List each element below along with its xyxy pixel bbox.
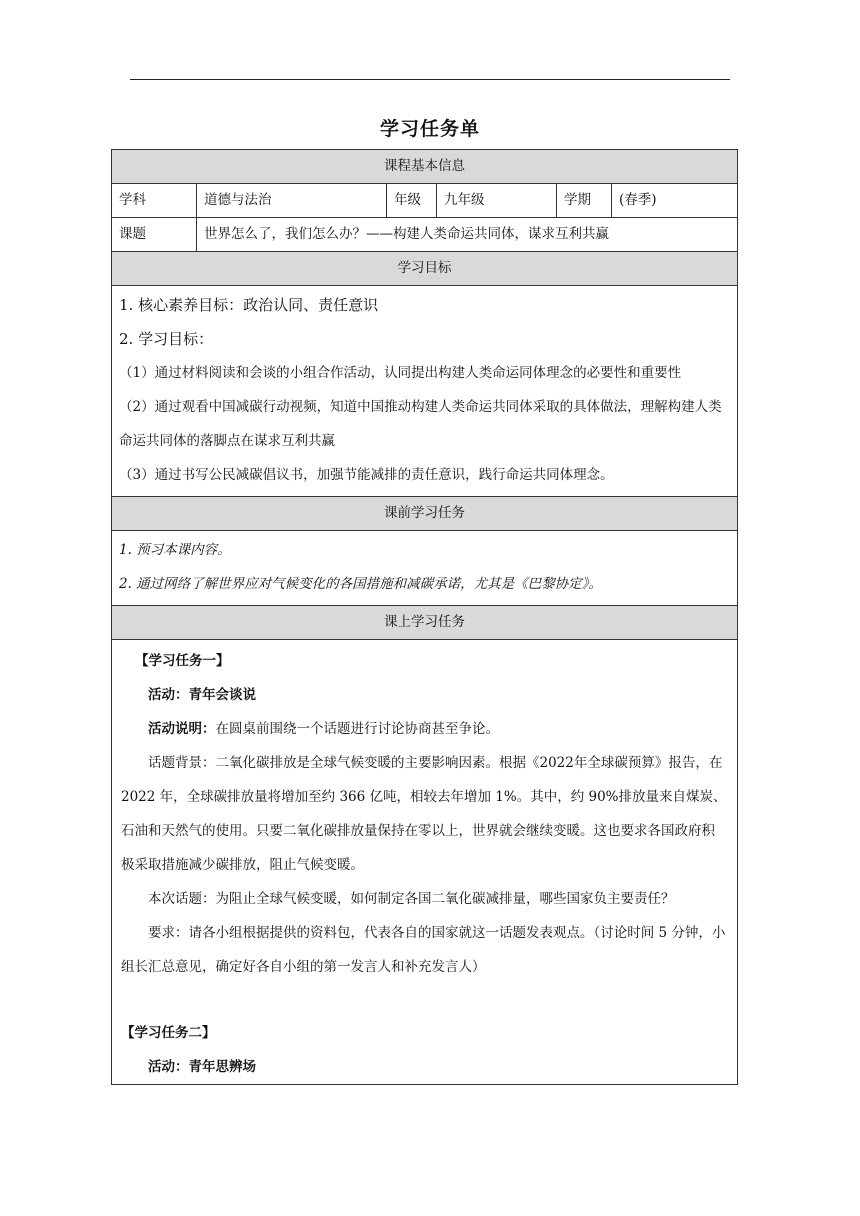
topic-row: [112, 218, 738, 252]
task1-requirement: 要求：请各小组根据提供的资料包，代表各自的国家就这一话题发表观点。（讨论时间 5 分钟，小组长汇总意见，确定好各自小组的第一发言人和补充发言人）: [121, 925, 726, 975]
section-preclass: 课前学习任务: [112, 497, 738, 531]
subject-row: [112, 184, 738, 218]
task2-activity: 活动：青年思辨场: [148, 1059, 256, 1075]
spacer: [121, 984, 728, 1016]
section-objectives: 学习目标: [112, 252, 738, 286]
grade-label: 年级: [387, 184, 437, 218]
subject-value: 道德与法治: [197, 184, 387, 218]
objective-item-2: （2）通过观看中国减碳行动视频，知道中国推动构建人类命运共同体采取的具体做法，理解构建人类命运共同体的落脚点在谋求互利共赢: [119, 399, 722, 449]
preclass-block: [112, 531, 738, 606]
objectives-block: [112, 286, 738, 497]
objective-core: 1. 核心素养目标：政治认同、责任意识: [119, 296, 379, 314]
task2-heading: 【学习任务二】: [121, 1025, 216, 1041]
subject-label: 学科: [112, 184, 197, 218]
preclass-item-1: 1. 预习本课内容。: [119, 542, 231, 558]
task1-description-text: 在圆桌前围绕一个话题进行讨论协商甚至争论。: [215, 721, 499, 737]
task1-background: 话题背景：二氧化碳排放是全球气候变暖的主要影响因素。根据《2022年全球碳预算》报告，在 2022 年，全球碳排放量将增加至约 366 亿吨，相较去年增加 1%。其中，约 90%排放量来自煤炭、石油和天然气的使用。只要二氧化碳排放量保持在零以上，世界就会继续变暖。这也要求各国政府积极采取措施减少碳排放，阻止气候变暖。: [121, 755, 727, 873]
term-label: 学期: [557, 184, 612, 218]
topic-label: 课题: [112, 218, 197, 252]
task1-activity: 活动：青年会谈说: [148, 687, 256, 703]
task-sheet-table: [111, 149, 738, 1085]
task1-description-label: 活动说明：: [148, 721, 216, 737]
task1-description: [121, 712, 728, 746]
objective-item-1: （1）通过材料阅读和会谈的小组合作活动，认同提出构建人类命运同体理念的必要性和重要性: [119, 365, 682, 381]
preclass-item-2: 2. 通过网络了解世界应对气候变化的各国措施和减碳承诺，尤其是《巴黎协定》。: [119, 576, 602, 592]
objective-item-3: （3）通过书写公民减碳倡议书，加强节能减排的责任意识，践行命运共同体理念。: [119, 467, 614, 483]
task1-topic: 本次话题：为阻止全球气候变暖，如何制定各国二氧化碳减排量，哪些国家负主要责任？: [148, 891, 675, 907]
section-inclass: 课上学习任务: [112, 606, 738, 640]
term-value: (春季): [612, 184, 738, 218]
header-rule: [130, 79, 730, 80]
topic-value: 世界怎么了，我们怎么办？——构建人类命运共同体，谋求互利共赢: [197, 218, 738, 252]
objective-learning: 2. 学习目标：: [119, 330, 214, 348]
section-basic-info: 课程基本信息: [112, 150, 738, 184]
task1-heading: 【学习任务一】: [135, 653, 230, 669]
inclass-block: [112, 640, 738, 1085]
document-title: 学习任务单: [379, 118, 480, 140]
grade-value: 九年级: [437, 184, 557, 218]
